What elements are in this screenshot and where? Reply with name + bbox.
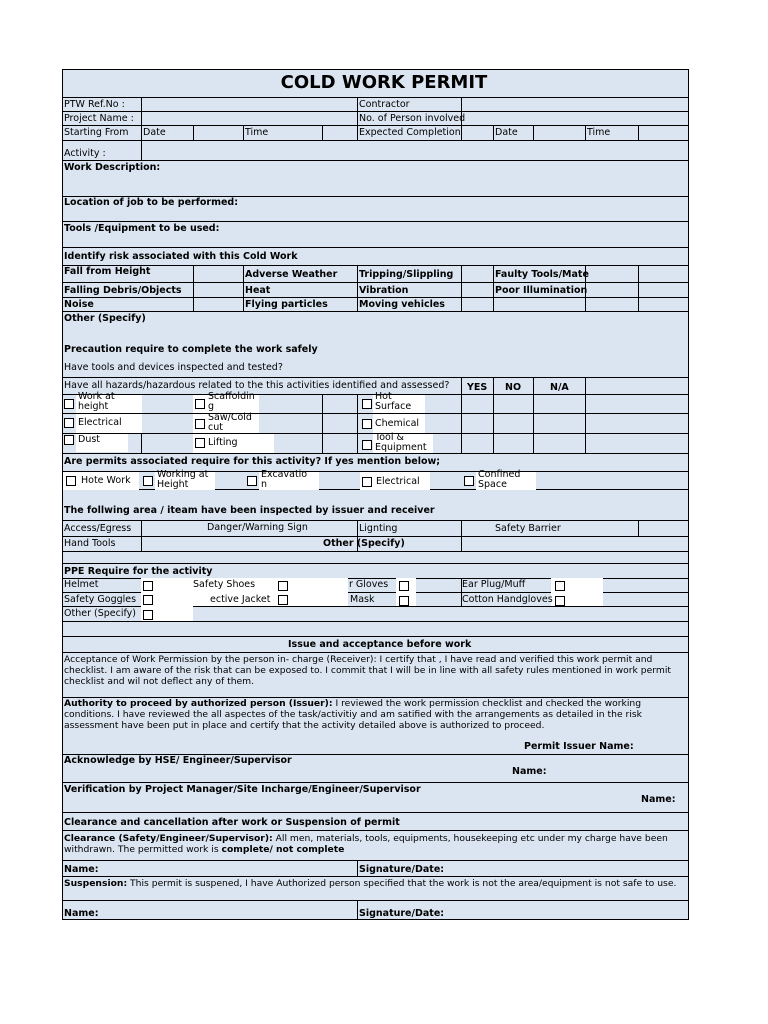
divider	[322, 125, 323, 140]
starting-from-label: Starting From	[64, 127, 129, 138]
risk-item: Noise	[64, 299, 94, 310]
divider	[493, 125, 494, 140]
divider	[322, 394, 323, 453]
suspension-name-label: Name:	[64, 908, 99, 919]
divider	[62, 125, 689, 126]
working-at-height-checkbox[interactable]	[143, 476, 153, 486]
checkbox-label: Work at height	[78, 391, 115, 412]
divider	[62, 636, 689, 637]
lifting-checkbox[interactable]	[195, 438, 205, 448]
start-time-label: Time	[245, 127, 269, 138]
divider	[533, 377, 534, 453]
clearance-heading: Clearance and cancellation after work or Suspension of permit	[64, 817, 400, 828]
ppe-item: Ear Plug/Muff	[462, 579, 526, 590]
suspension-label: Suspension:	[64, 878, 128, 889]
chemical-checkbox[interactable]	[362, 419, 372, 429]
risk-item: Heat	[245, 285, 271, 296]
precaution-question: Have tools and devices inspected and tested?	[64, 362, 283, 373]
checkbox-label: Confined Space	[478, 469, 521, 490]
divider	[638, 520, 639, 536]
work-description-label: Work Description:	[64, 162, 161, 173]
divider	[461, 520, 462, 551]
acknowledge-name-label: Name:	[512, 766, 547, 777]
divider	[62, 860, 689, 861]
clearance-status: complete/ not complete	[221, 844, 345, 855]
divider	[62, 111, 689, 112]
divider	[585, 377, 586, 453]
suspension-text: This permit is suspened, I have Authorized person specified that the work is not the area/equipment is not safe to use.	[130, 878, 677, 889]
divider	[141, 520, 142, 551]
permit-issuer-name-label: Permit Issuer Name:	[524, 741, 634, 752]
divider	[533, 125, 534, 140]
mask-checkbox[interactable]	[399, 596, 409, 606]
checkbox-label: Excavation	[261, 469, 308, 490]
divider	[62, 876, 689, 877]
divider	[62, 900, 689, 901]
inspection-item: Danger/Warning Sign	[207, 522, 308, 533]
risk-item: Adverse Weather	[245, 269, 338, 280]
risk-item: Vibration	[359, 285, 409, 296]
inspection-item: Hand Tools	[64, 538, 116, 549]
jacket-checkbox[interactable]	[278, 595, 288, 605]
inspection-item: Access/Egress	[64, 523, 132, 534]
divider	[243, 125, 244, 140]
checkbox-label: Electrical	[78, 417, 122, 428]
precaution-question: Have all hazards/hazardous related to the this activities identified and assessed?	[64, 380, 450, 391]
clearance-signature-label: Signature/Date:	[359, 864, 445, 875]
divider	[193, 125, 194, 140]
divider	[141, 97, 142, 160]
divider	[193, 265, 194, 311]
divider	[638, 265, 639, 311]
risk-other-label: Other (Specify)	[64, 313, 146, 324]
divider	[461, 377, 462, 453]
checkbox-label: Dust	[78, 434, 101, 445]
divider	[493, 265, 494, 311]
divider	[62, 297, 689, 298]
issue-heading: Issue and acceptance before work	[288, 639, 472, 650]
ppe-other-checkbox[interactable]	[143, 610, 153, 620]
authority-label: Authority to proceed by authorized person (Issuer):	[64, 698, 333, 709]
risk-item: Falling Debris/Objects	[64, 285, 182, 296]
dust-checkbox[interactable]	[64, 435, 74, 445]
hot-work-checkbox[interactable]	[66, 476, 76, 486]
divider	[461, 265, 462, 311]
contractor-label: Contractor	[359, 99, 410, 110]
electrical-permit-checkbox[interactable]	[362, 477, 372, 487]
clearance-name-label: Name:	[64, 864, 99, 875]
suspension-block	[64, 878, 676, 889]
divider	[62, 551, 689, 552]
divider	[62, 812, 689, 813]
ppe-item: Helmet	[64, 579, 99, 590]
divider	[62, 97, 689, 98]
checkbox-label: Working at Height	[157, 469, 209, 490]
verification-label: Verification by Project Manager/Site Incharge/Engineer/Supervisor	[64, 784, 421, 795]
divider	[62, 247, 689, 248]
inspection-other-label: Other (Specify)	[323, 538, 405, 549]
ppe-item: ective Jacket	[210, 594, 271, 605]
activity-label: Activity :	[64, 148, 106, 159]
ppe-other-label: Other (Specify)	[64, 608, 136, 619]
risk-item: Flying particles	[245, 299, 328, 310]
divider	[357, 265, 358, 311]
divider	[62, 536, 689, 537]
authority-block	[64, 698, 686, 731]
risk-item: Tripping/Slippling	[359, 269, 454, 280]
divider	[62, 621, 689, 622]
divider	[357, 900, 358, 920]
risk-item: Moving vehicles	[359, 299, 445, 310]
saw-cold-cut-checkbox[interactable]	[195, 419, 205, 429]
verification-name-label: Name:	[641, 794, 676, 805]
helmet-checkbox[interactable]	[143, 581, 153, 591]
hot-surface-checkbox[interactable]	[362, 399, 372, 409]
checkbox-label: Hot Surface	[375, 391, 412, 412]
safety-shoes-checkbox[interactable]	[278, 581, 288, 591]
divider	[62, 377, 689, 378]
divider	[62, 453, 689, 454]
page-title: COLD WORK PERMIT	[280, 72, 488, 93]
divider	[62, 140, 689, 141]
ptw-ref-label: PTW Ref.No :	[64, 99, 125, 110]
checkbox-label: Saw/Cold cut	[208, 412, 252, 433]
identify-risk-heading: Identify risk associated with this Cold Work	[64, 251, 298, 262]
ppe-item: Safety Shoes	[193, 579, 256, 590]
confined-space-checkbox[interactable]	[464, 476, 474, 486]
completion-date-label: Date	[495, 127, 518, 138]
no-of-person-label: No. of Person involved	[359, 113, 466, 124]
divider	[62, 520, 689, 521]
acknowledge-label: Acknowledge by HSE/ Engineer/Supervisor	[64, 755, 292, 766]
ppe-heading: PPE Require for the activity	[64, 566, 213, 577]
divider	[62, 221, 689, 222]
risk-item: Fall from Height	[64, 266, 151, 277]
yes-header: YES	[467, 382, 488, 393]
permits-heading: Are permits associated require for this activity? If yes mention below;	[64, 456, 441, 467]
no-header: NO	[505, 382, 522, 393]
ppe-item: Mask	[350, 594, 375, 605]
divider	[585, 125, 586, 140]
divider	[62, 782, 689, 783]
divider	[62, 265, 689, 266]
ear-plug-checkbox[interactable]	[555, 581, 565, 591]
divider	[357, 394, 358, 453]
checkbox-label: Scaffolding	[208, 391, 255, 412]
tools-label: Tools /Equipment to be used:	[64, 223, 220, 234]
divider	[62, 652, 689, 653]
clearance-block	[64, 833, 686, 855]
inspection-item: Safety Barrier	[495, 523, 561, 534]
acceptance-text: Acceptance of Work Permission by the person in- charge (Receiver): I certify that , I have read and verified this work permit and checklist. I am aware of the risk that can be exposed to. I commit that I will be in line with all safety rules mentioned in work permit checklist and wil not deflect any of them.	[64, 654, 672, 687]
start-date-label: Date	[143, 127, 166, 138]
checkbox-label: Lifting	[208, 437, 238, 448]
authority-text: I reviewed the work permission checklist and checked the working conditions. I have reviewed the all aspectes of the task/activitiy and am satified with the arrangements as detailed in the risk assessment have been put in place and certify that the activity detailed above is authorized to proceed.	[64, 698, 642, 731]
precaution-heading: Precaution require to complete the work safely	[64, 344, 318, 355]
gloves-checkbox[interactable]	[399, 581, 409, 591]
na-header: N/A	[550, 382, 569, 393]
clearance-label: Clearance (Safety/Engineer/Supervisor):	[64, 833, 273, 844]
divider	[638, 125, 639, 140]
excavation-checkbox[interactable]	[247, 476, 257, 486]
goggles-checkbox[interactable]	[143, 595, 153, 605]
checkbox-label: Electrical	[376, 476, 420, 487]
location-label: Location of job to be performed:	[64, 197, 239, 208]
ppe-item: Safety Goggles	[64, 594, 137, 605]
risk-item: Faulty Tools/Mate	[495, 269, 589, 280]
divider	[357, 97, 358, 140]
ppe-item: Cotton Handgloves	[462, 594, 553, 605]
divider	[357, 860, 358, 876]
cotton-handgloves-checkbox[interactable]	[555, 596, 565, 606]
divider	[62, 160, 689, 161]
divider	[62, 282, 689, 283]
checkbox-label: Hote Work	[81, 475, 131, 486]
suspension-signature-label: Signature/Date:	[359, 908, 445, 919]
checkbox-label: Tool & Equipment	[375, 432, 427, 453]
ppe-item: r Gloves	[349, 579, 389, 590]
project-name-label: Project Name :	[64, 113, 134, 124]
divider	[62, 830, 689, 831]
work-at-height-checkbox[interactable]	[64, 399, 74, 409]
electrical-checkbox[interactable]	[64, 418, 74, 428]
expected-completion-label: Expected Completion	[359, 127, 461, 138]
inspection-heading: The follwing area / iteam have been inspected by issuer and receiver	[64, 505, 435, 516]
divider	[62, 563, 689, 564]
completion-time-label: Time	[587, 127, 611, 138]
checkbox-label: Chemical	[375, 418, 420, 429]
tool-equipment-checkbox[interactable]	[362, 440, 372, 450]
divider	[243, 265, 244, 311]
inspection-item: Lignting	[359, 523, 398, 534]
clearance-text: All men, materials, tools, equipments, housekeeping etc under my charge have been withdrawn. The permitted work is	[64, 833, 668, 855]
risk-item: Poor Illumination	[495, 285, 588, 296]
scaffolding-checkbox[interactable]	[195, 399, 205, 409]
divider	[493, 377, 494, 453]
divider	[62, 311, 689, 312]
